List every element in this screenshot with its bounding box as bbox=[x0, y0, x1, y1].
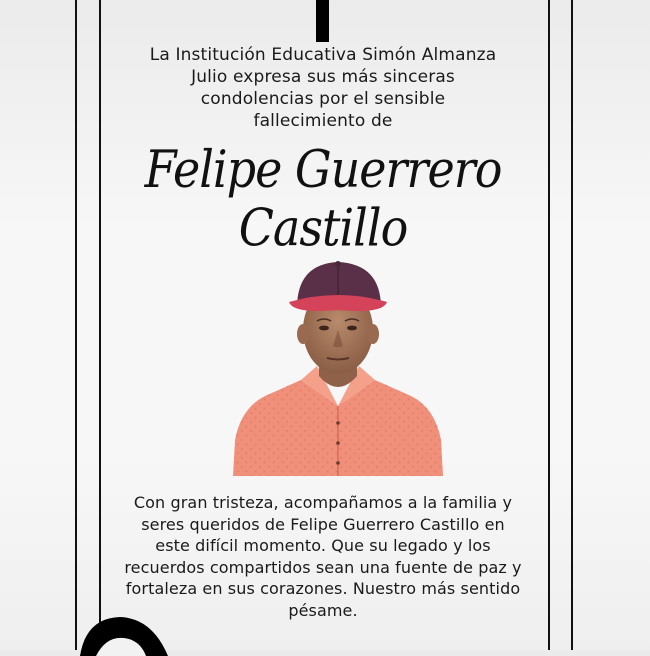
frame-line-right-inner bbox=[548, 0, 550, 650]
message-line: este difícil momento. Que su legado y los bbox=[155, 536, 491, 555]
condolence-message bbox=[100, 492, 546, 621]
intro-line: fallecimiento de bbox=[253, 111, 393, 131]
message-line: seres queridos de Felipe Guerrero Castillo en bbox=[141, 514, 505, 534]
deceased-name bbox=[100, 140, 546, 256]
intro-line: Julio expresa sus más sinceras bbox=[191, 67, 455, 87]
message-line: recuerdos compartidos sean una fuente de paz y bbox=[124, 557, 522, 577]
frame-line-left-outer bbox=[75, 0, 77, 650]
mourning-bar bbox=[316, 0, 329, 42]
deceased-photo bbox=[231, 258, 445, 476]
intro-line: La Institución Educativa Simón Almanza bbox=[149, 45, 497, 65]
message-line: pésame. bbox=[288, 600, 358, 620]
intro-line: condolencias por el sensible bbox=[200, 89, 446, 109]
message-line: fortaleza en sus corazones. Nuestro más sentido bbox=[125, 579, 521, 598]
condolence-intro bbox=[100, 44, 546, 132]
decorative-corner-shape bbox=[78, 616, 178, 656]
deceased-name-line: Felipe Guerrero bbox=[144, 138, 502, 200]
message-line: Con gran tristeza, acompañamos a la familia y bbox=[133, 493, 513, 512]
deceased-name-line: Castillo bbox=[238, 197, 408, 258]
frame-line-right-outer bbox=[571, 0, 573, 650]
